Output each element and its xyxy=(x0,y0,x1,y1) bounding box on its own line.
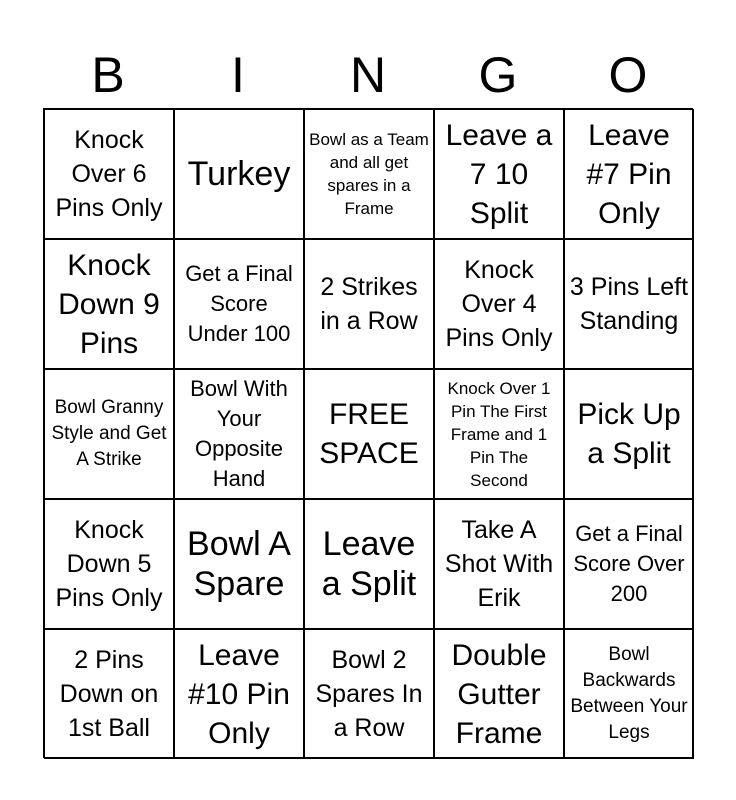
cell-label: 3 Pins Left Standing xyxy=(569,273,689,335)
cell-label: 2 Pins Down on 1st Ball xyxy=(59,646,159,742)
bingo-cell[interactable] xyxy=(564,109,694,239)
cell-label: Take A Shot With Erik xyxy=(444,516,554,612)
cell-label: Turkey xyxy=(187,155,291,193)
bingo-cell[interactable] xyxy=(564,369,694,499)
bingo-cell[interactable] xyxy=(434,239,564,369)
bingo-cell[interactable] xyxy=(304,629,434,759)
cell-label: FREE SPACE xyxy=(319,398,419,470)
cell-label: Bowl 2 Spares In a Row xyxy=(315,646,423,742)
bingo-cell[interactable] xyxy=(174,109,304,239)
bingo-cell[interactable] xyxy=(564,239,694,369)
cell-label: Get a Final Score Under 100 xyxy=(185,261,293,346)
cell-label: Leave #10 Pin Only xyxy=(188,638,290,750)
cell-label: Pick Up a Split xyxy=(577,398,681,470)
cell-label: Knock Over 1 Pin The First Frame and 1 Pin The Second xyxy=(447,378,551,490)
bingo-cell[interactable] xyxy=(564,499,694,629)
bingo-cell[interactable] xyxy=(44,499,174,629)
cell-label: Bowl A Spare xyxy=(187,525,291,603)
cell-label: Knock Over 6 Pins Only xyxy=(55,126,163,222)
cell-label: Bowl Granny Style and Get A Strike xyxy=(51,397,167,470)
header-letter-o: O xyxy=(608,47,648,103)
bingo-cell[interactable] xyxy=(44,629,174,759)
cell-label: Get a Final Score Over 200 xyxy=(573,521,685,606)
cell-label: Bowl as a Team and all get spares in a Frame xyxy=(309,130,429,218)
header-letter-n: N xyxy=(349,47,387,103)
bingo-cell[interactable] xyxy=(174,499,304,629)
bingo-header xyxy=(43,42,693,108)
cell-label: Leave a Split xyxy=(321,525,417,603)
bingo-cell[interactable] xyxy=(174,369,304,499)
bingo-cell[interactable] xyxy=(434,109,564,239)
cell-label: Leave #7 Pin Only xyxy=(586,118,672,230)
cell-label: Bowl Backwards Between Your Legs xyxy=(570,644,688,743)
bingo-cell[interactable] xyxy=(434,369,564,499)
bingo-grid xyxy=(43,108,693,758)
bingo-cell[interactable] xyxy=(304,499,434,629)
bingo-cell[interactable] xyxy=(434,629,564,759)
header-letter-g: G xyxy=(478,47,518,103)
bingo-cell[interactable] xyxy=(44,109,174,239)
header-letter-i: I xyxy=(231,47,245,103)
cell-label: Knock Down 5 Pins Only xyxy=(55,516,163,612)
free-space-cell[interactable] xyxy=(304,369,434,499)
cell-label: 2 Strikes in a Row xyxy=(320,273,418,335)
cell-label: Double Gutter Frame xyxy=(451,638,547,750)
bingo-cell[interactable] xyxy=(174,239,304,369)
cell-label: Knock Down 9 Pins xyxy=(58,248,160,360)
bingo-cell[interactable] xyxy=(434,499,564,629)
bingo-cell[interactable] xyxy=(44,369,174,499)
header-letter-b: B xyxy=(91,47,125,103)
bingo-cell[interactable] xyxy=(174,629,304,759)
cell-label: Knock Over 4 Pins Only xyxy=(445,256,553,352)
bingo-cell[interactable] xyxy=(304,109,434,239)
bingo-cell[interactable] xyxy=(44,239,174,369)
bingo-cell[interactable] xyxy=(304,239,434,369)
cell-label: Leave a 7 10 Split xyxy=(445,118,553,230)
bingo-cell[interactable] xyxy=(564,629,694,759)
cell-label: Bowl With Your Opposite Hand xyxy=(190,376,288,491)
